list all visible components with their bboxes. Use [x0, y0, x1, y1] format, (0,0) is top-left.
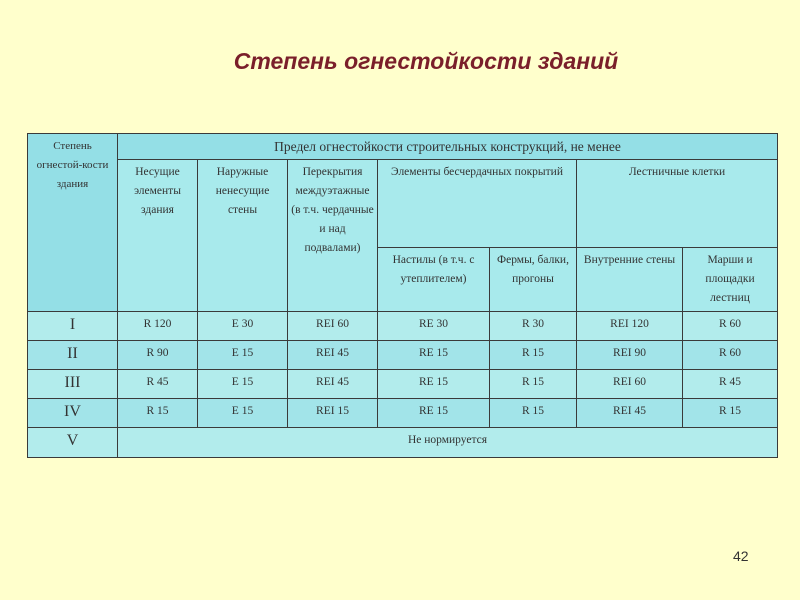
table-cell: R 15: [118, 399, 198, 428]
slide-title: Степень огнестойкости зданий: [233, 48, 619, 74]
table-cell: R 45: [683, 370, 778, 399]
table-cell: REI 120: [577, 312, 683, 341]
table-cell: REI 45: [288, 370, 378, 399]
table-cell: REI 60: [577, 370, 683, 399]
header-flights: Марши и площадки лестниц: [683, 248, 778, 312]
table-cell: R 45: [118, 370, 198, 399]
table-cell: R 30: [490, 312, 577, 341]
header-stairwells: Лестничные клетки: [577, 160, 778, 248]
table-cell: REI 90: [577, 341, 683, 370]
table-row: [28, 341, 778, 370]
header-load-bearing: Несущие элементы здания: [118, 160, 198, 312]
table-row: [28, 399, 778, 428]
page-number: 42: [733, 548, 749, 564]
degree-cell: III: [28, 370, 118, 399]
header-roof-elements: Элементы бесчердачных покрытий: [378, 160, 577, 248]
table-cell: E 30: [198, 312, 288, 341]
table-cell: R 120: [118, 312, 198, 341]
header-limit: Предел огнестойкости строительных конструкций, не менее: [118, 134, 778, 160]
header-exterior-walls: Наружные ненесущие стены: [198, 160, 288, 312]
not-regulated-cell: Не нормируется: [118, 428, 778, 458]
header-trusses: Фермы, балки, прогоны: [490, 248, 577, 312]
header-decking: Настилы (в т.ч. с утеплителем): [378, 248, 490, 312]
table-cell: R 60: [683, 312, 778, 341]
table-cell: REI 45: [288, 341, 378, 370]
table-cell: R 15: [490, 399, 577, 428]
degree-cell: IV: [28, 399, 118, 428]
table-cell: R 15: [490, 370, 577, 399]
table-cell: E 15: [198, 370, 288, 399]
header-floors: Перекрытия междуэтажные (в т.ч. чердачные и над подвалами): [288, 160, 378, 312]
table-cell: RE 15: [378, 370, 490, 399]
fire-resistance-table: [27, 133, 778, 458]
table-cell: RE 15: [378, 399, 490, 428]
table-cell: R 15: [490, 341, 577, 370]
table-cell: REI 60: [288, 312, 378, 341]
table-cell: RE 15: [378, 341, 490, 370]
header-degree: Степень огнестой-кости здания: [28, 134, 118, 312]
table-cell: R 15: [683, 399, 778, 428]
header-inner-walls: Внутренние стены: [577, 248, 683, 312]
table-cell: R 60: [683, 341, 778, 370]
table-cell: E 15: [198, 399, 288, 428]
table-cell: RE 30: [378, 312, 490, 341]
degree-cell: I: [28, 312, 118, 341]
table-cell: REI 15: [288, 399, 378, 428]
table-cell: R 90: [118, 341, 198, 370]
table-row: [28, 428, 778, 458]
table-row: [28, 312, 778, 341]
table-cell: E 15: [198, 341, 288, 370]
degree-cell: II: [28, 341, 118, 370]
table-cell: REI 45: [577, 399, 683, 428]
table-row: [28, 370, 778, 399]
degree-cell: V: [28, 428, 118, 458]
